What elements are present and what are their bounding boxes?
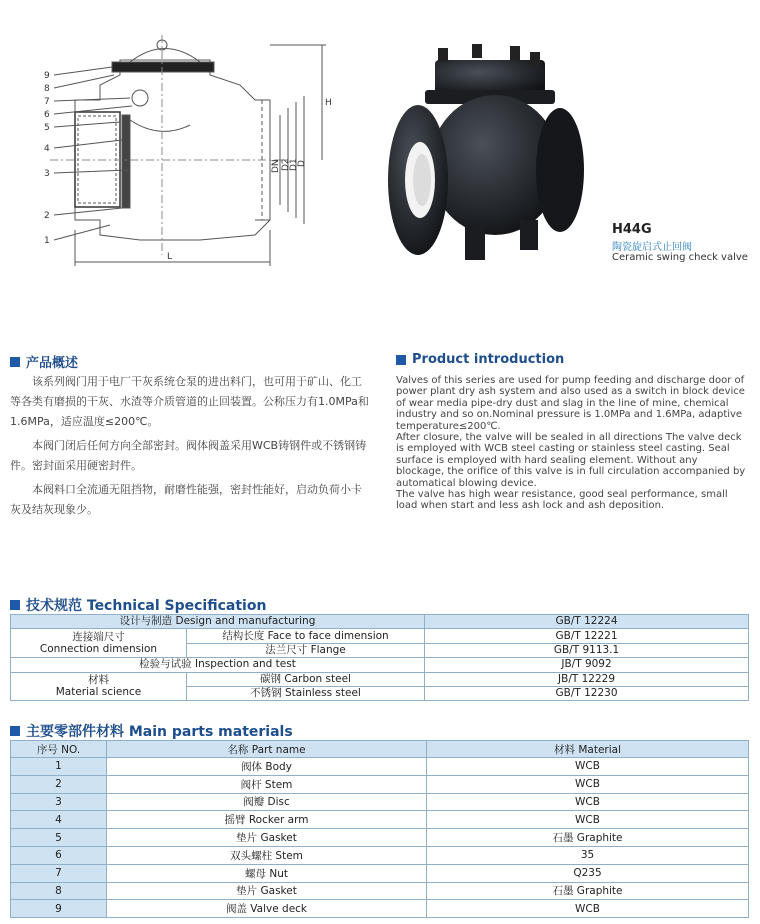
callout-7: 7 xyxy=(44,97,50,107)
dim-dn: DN xyxy=(271,159,281,173)
parts-table xyxy=(10,740,749,918)
table-row: 7 螺母 Nut Q235 xyxy=(11,864,749,882)
parts-heading: 主要零部件材料 Main parts materials xyxy=(10,721,293,741)
dim-d2: D2 xyxy=(281,158,291,171)
model-code: H44G xyxy=(612,222,652,237)
table-row: 4 摇臂 Rocker arm WCB xyxy=(11,811,749,829)
table-row: 1 阀体 Body WCB xyxy=(11,758,749,776)
dim-d: D xyxy=(297,160,307,167)
callout-6: 6 xyxy=(44,110,50,120)
col-header-material: 材料 Material xyxy=(427,741,749,758)
spec-label: 法兰尺寸 Flange xyxy=(187,643,425,657)
spec-value: GB/T 12224 xyxy=(425,615,749,629)
spec-value: GB/T 12221 xyxy=(425,629,749,643)
spec-row-design xyxy=(11,615,749,629)
section-marker-icon xyxy=(396,355,406,365)
spec-label: 不锈钢 Stainless steel xyxy=(187,686,425,700)
spec-heading: 技术规范 Technical Specification xyxy=(10,595,266,615)
callout-3: 3 xyxy=(44,169,50,179)
col-header-no: 序号 NO. xyxy=(11,741,107,758)
valve-section-drawing xyxy=(30,30,330,280)
spec-value: JB/T 12229 xyxy=(425,672,749,686)
callout-2: 2 xyxy=(44,211,50,221)
model-name-en: Ceramic swing check valve xyxy=(612,252,748,263)
overview-body xyxy=(10,372,372,524)
overview-heading: 产品概述 xyxy=(10,352,78,371)
dim-h: H xyxy=(325,98,332,108)
model-name-cn: 陶瓷旋启式止回阀 xyxy=(612,242,692,253)
introduction-paragraph: Valves of this series are used for pump feeding and discharge door of power plant dry ash system and also used as a switch in block device of wear media pipe-dry dust and slag in the line of mine, chemical industry and so on.Nominal pressure is 1.0MPa and 1.6MPa, adaptive temperature≤200℃. xyxy=(396,375,745,432)
section-marker-icon xyxy=(10,600,20,610)
spec-label: 设计与制造 Design and manufacturing xyxy=(11,615,425,629)
spec-label: 碳钢 Carbon steel xyxy=(187,672,425,686)
spec-row-carbon xyxy=(11,672,749,686)
callout-9: 9 xyxy=(44,71,50,81)
table-row: 2 阀杆 Stem WCB xyxy=(11,775,749,793)
table-row: 6 双头螺柱 Stem 35 xyxy=(11,846,749,864)
overview-paragraph: 该系列阀门用于电厂干灰系统仓泵的进出料门，也可用于矿山、化工等各类有磨损的干灰、水渣等介质管道的止回装置。公称压力有1.0MPa和1.6MPa，适应温度≤200℃。 xyxy=(10,375,369,428)
callout-4: 4 xyxy=(44,144,50,154)
spec-group-material: 材料 Material science xyxy=(11,672,187,701)
spec-value: GB/T 12230 xyxy=(425,686,749,700)
parts-header-row xyxy=(11,741,749,758)
spec-group-connection: 连接端尺寸 Connection dimension xyxy=(11,629,187,658)
table-row: 9 阀盖 Valve deck WCB xyxy=(11,900,749,918)
introduction-heading: Product introduction xyxy=(396,352,564,367)
col-header-name: 名称 Part name xyxy=(107,741,427,758)
dim-l: L xyxy=(167,252,173,262)
table-row: 5 垫片 Gasket 石墨 Graphite xyxy=(11,829,749,847)
introduction-paragraph: After closure, the valve will be sealed in all directions The valve deck is employed with WCB steel casting or stainless steel casting. Seal surface is employed with hard sealing element. Without any blockage, the orifice of this valve is in full circulation accompanied by automatical blowing device. xyxy=(396,432,746,489)
spec-row-face xyxy=(11,629,749,643)
introduction-body xyxy=(396,375,748,512)
overview-paragraph: 本阀料口全流通无阻挡物，耐磨性能强，密封性能好，启动负荷小卡灰及结灰现象少。 xyxy=(10,483,362,516)
callout-1: 1 xyxy=(44,236,50,246)
callout-5: 5 xyxy=(44,123,50,133)
valve-product-image xyxy=(380,30,590,270)
callout-8: 8 xyxy=(44,84,50,94)
spec-table xyxy=(10,614,749,701)
spec-value: GB/T 9113.1 xyxy=(425,643,749,657)
overview-paragraph: 本阀门闭后任何方向全部密封。阀体阀盖采用WCB铸钢件或不锈钢铸件。密封面采用硬密封件。 xyxy=(10,439,367,472)
spec-label: 检验与试验 Inspection and test xyxy=(11,658,425,672)
dim-d1: D1 xyxy=(289,158,299,171)
section-marker-icon xyxy=(10,726,20,736)
spec-row-inspection xyxy=(11,658,749,672)
spec-label: 结构长度 Face to face dimension xyxy=(187,629,425,643)
introduction-paragraph: The valve has high wear resistance, good seal performance, small load when start and less ash lock and ash deposition. xyxy=(396,489,728,512)
table-row: 8 垫片 Gasket 石墨 Graphite xyxy=(11,882,749,900)
table-row: 3 阀瓣 Disc WCB xyxy=(11,793,749,811)
section-marker-icon xyxy=(10,357,20,367)
spec-value: JB/T 9092 xyxy=(425,658,749,672)
